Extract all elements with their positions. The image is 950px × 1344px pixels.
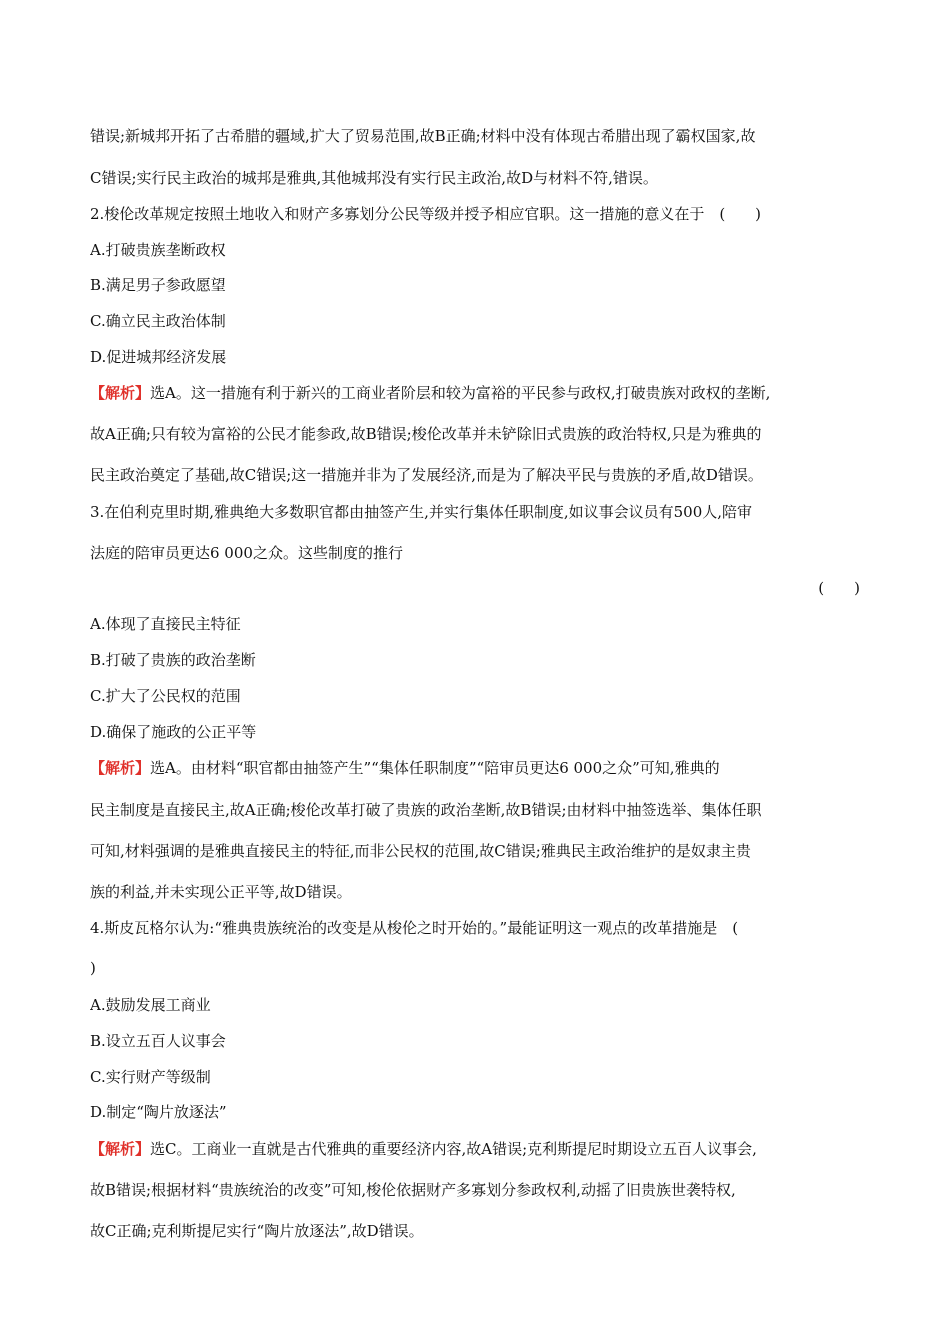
explanation-text: 选C。工商业一直就是古代雅典的重要经济内容,故A错误;克利斯提尼时期设立五百人议事会, [150,1140,757,1158]
question-2-option-d: D.促进城邦经济发展 [90,348,227,366]
analysis-tag: 【解析】 [90,759,151,777]
text-line: 民主制度是直接民主,故A正确;梭伦改革打破了贵族的政治垄断,故B错误;由材料中抽签选举、集体任职 [90,801,762,819]
question-4-option-b: B.设立五百人议事会 [90,1032,226,1050]
question-3-option-b: B.打破了贵族的政治垄断 [90,651,256,669]
question-4-option-d: D.制定“陶片放逐法” [90,1103,227,1121]
text-line: C错误;实行民主政治的城邦是雅典,其他城邦没有实行民主政治,故D与材料不符,错误。 [90,169,658,187]
question-2-explanation [90,383,870,403]
question-3-stem-cont: 法庭的陪审员更达6 000之众。这些制度的推行 [90,544,403,562]
text-line: 可知,材料强调的是雅典直接民主的特征,而非公民权的范围,故C错误;雅典民主政治维护的是奴隶主贵 [90,842,751,860]
analysis-tag: 【解析】 [90,384,151,402]
question-2-option-c: C.确立民主政治体制 [90,312,226,330]
question-3-option-d: D.确保了施政的公正平等 [90,723,257,741]
text-line: 故B错误;根据材料“贵族统治的改变”可知,梭伦依据财产多寡划分参政权利,动摇了旧贵族世袭特权, [90,1181,736,1199]
text-line: 族的利益,并未实现公正平等,故D错误。 [90,883,352,901]
question-4-stem-cont: ) [90,959,96,977]
text-line: 故A正确;只有较为富裕的公民才能参政,故B错误;梭伦改革并未铲除旧式贵族的政治特权,只是为雅典的 [90,425,762,443]
question-4-stem: 4.斯皮瓦格尔认为:“雅典贵族统治的改变是从梭伦之时开始的。”最能证明这一观点的改革措施是 ( [90,919,739,937]
question-2-stem: 2.梭伦改革规定按照土地收入和财产多寡划分公民等级并授予相应官职。这一措施的意义在于 ( ) [90,205,762,223]
question-4-option-c: C.实行财产等级制 [90,1068,211,1086]
question-4-option-a: A.鼓励发展工商业 [90,996,211,1014]
explanation-text: 选A。这一措施有利于新兴的工商业者阶层和较为富裕的平民参与政权,打破贵族对政权的垄断, [150,384,771,402]
question-2-option-a: A.打破贵族垄断政权 [90,241,226,259]
answer-parenthesis: ( ) [818,579,860,597]
question-3-explanation [90,758,870,778]
question-2-option-b: B.满足男子参政愿望 [90,276,226,294]
question-4-explanation [90,1139,870,1159]
explanation-text: 选A。由材料“职官都由抽签产生”“集体任职制度”“陪审员更达6 000之众”可知,雅典的 [150,759,720,777]
analysis-tag: 【解析】 [90,1140,151,1158]
text-line: 故C正确;克利斯提尼实行“陶片放逐法”,故D错误。 [90,1222,424,1240]
text-line: 民主政治奠定了基础,故C错误;这一措施并非为了发展经济,而是为了解决平民与贵族的矛盾,故D错误。 [90,466,763,484]
question-3-stem: 3.在伯利克里时期,雅典绝大多数职官都由抽签产生,并实行集体任职制度,如议事会议员有500人,陪审 [90,503,753,521]
question-3-option-a: A.体现了直接民主特征 [90,615,241,633]
question-3-option-c: C.扩大了公民权的范围 [90,687,241,705]
text-line: 错误;新城邦开拓了古希腊的疆域,扩大了贸易范围,故B正确;材料中没有体现古希腊出现了霸权国家,故 [90,127,756,145]
